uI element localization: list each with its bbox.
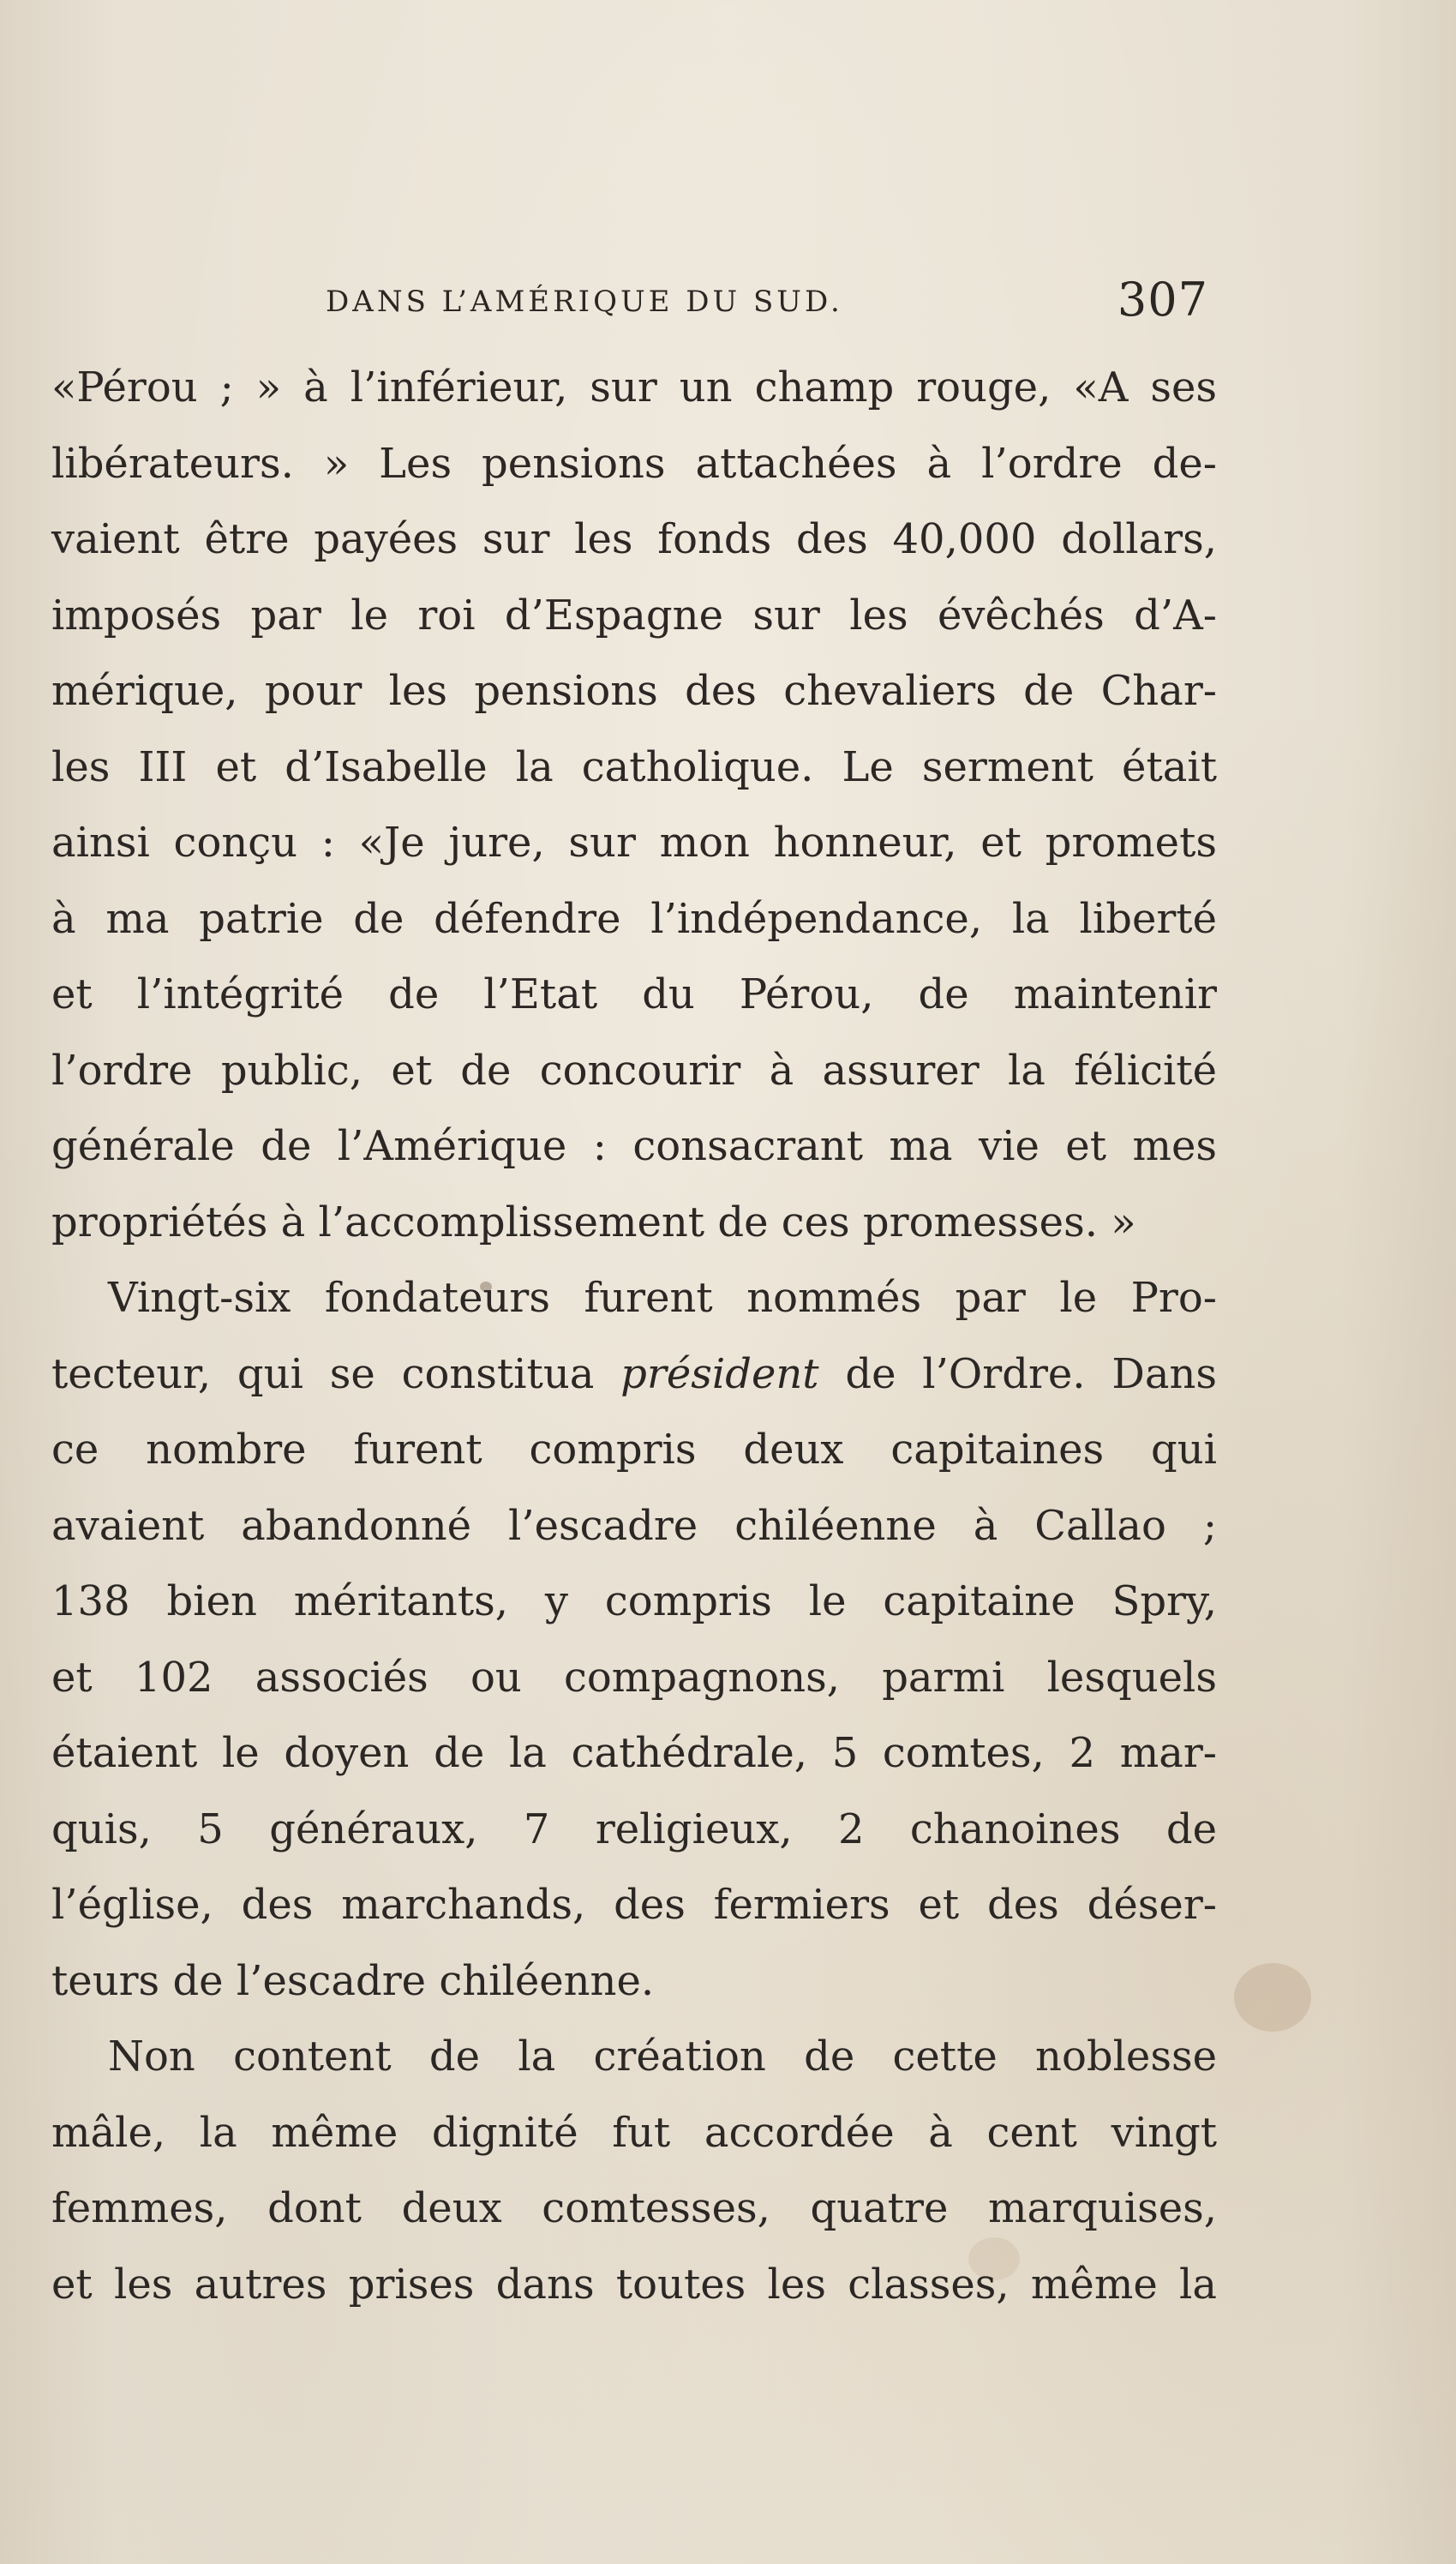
text-line: avaient abandonné l’escadre chiléenne à Callao ; xyxy=(51,1501,1217,1550)
text-line: mâle, la même dignité fut accordée à cent vingt xyxy=(51,2108,1217,2157)
text-line: et 102 associés ou compagnons, parmi lesquels xyxy=(51,1653,1217,1702)
text-line: mérique, pour les pensions des chevaliers de Char- xyxy=(51,667,1217,715)
text-line: générale de l’Amérique : consacrant ma vie et mes xyxy=(51,1122,1217,1170)
text-line: 138 bien méritants, y compris le capitaine Spry, xyxy=(51,1577,1217,1625)
text-line: et l’intégrité de l’Etat du Pérou, de maintenir xyxy=(51,970,1217,1018)
page-number: 307 xyxy=(1117,273,1208,327)
text-line: teurs de l’escadre chiléenne. xyxy=(51,1956,655,2005)
text-line: l’église, des marchands, des fermiers et des déser- xyxy=(51,1881,1217,1929)
text-fragment: Vingt-six fondateurs furent nommés par le Pro- xyxy=(108,1274,1217,1322)
text-line: l’ordre public, et de concourir à assurer la félicité xyxy=(51,1046,1217,1095)
body-text xyxy=(51,350,1217,2322)
text-line: imposés par le roi d’Espagne sur les évêchés d’A- xyxy=(51,591,1217,639)
text-fragment: tecteur, qui se constitua xyxy=(51,1349,621,1398)
text-line: étaient le doyen de la cathédrale, 5 comtes, 2 mar- xyxy=(51,1729,1217,1777)
page-header xyxy=(326,273,1208,341)
text-line: à ma patrie de défendre l’indépendance, la liberté xyxy=(51,894,1217,943)
italic-word: président xyxy=(620,1349,819,1398)
text-line: propriétés à l’accomplissement de ces promesses. » xyxy=(51,1198,1136,1246)
text-fragment: de l’Ordre. Dans xyxy=(818,1349,1217,1398)
paragraph-start-line xyxy=(51,1260,1217,1336)
text-line: et les autres prises dans toutes les classes, même la xyxy=(51,2260,1217,2309)
text-line-with-italic xyxy=(51,1336,1217,1413)
text-line: libérateurs. » Les pensions attachées à l’ordre de- xyxy=(51,439,1217,488)
text-line: quis, 5 généraux, 7 religieux, 2 chanoines de xyxy=(51,1804,1217,1853)
text-line: vaient être payées sur les fonds des 40,000 dollars, xyxy=(51,515,1217,563)
text-line: les III et d’Isabelle la catholique. Le serment était xyxy=(51,742,1217,791)
text-line: ce nombre furent compris deux capitaines qui xyxy=(51,1426,1217,1474)
text-line: ainsi conçu : «Je jure, sur mon honneur, et promets xyxy=(51,819,1217,867)
text-line: «Pérou ; » à l’inférieur, sur un champ rouge, «A ses xyxy=(51,363,1217,411)
paragraph-start-line: Non content de la création de cette noblesse xyxy=(108,2033,1217,2081)
foxing-spot xyxy=(1234,1963,1311,2032)
text-line: femmes, dont deux comtesses, quatre marquises, xyxy=(51,2184,1217,2232)
running-head: DANS L’AMÉRIQUE DU SUD. xyxy=(326,285,843,319)
